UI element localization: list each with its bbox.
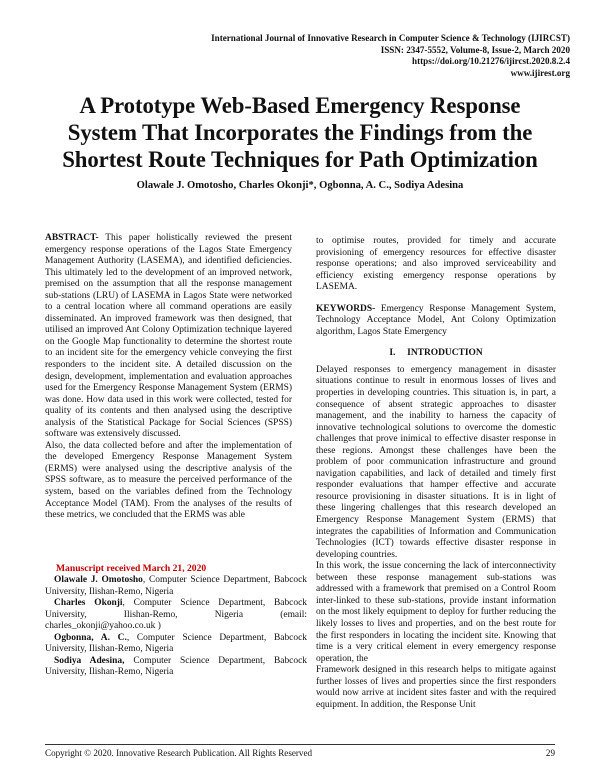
intro-paragraph: Framework designed in this research helps to mitigate against further losses of lives and properties since the first responders would now arrive at incident sites faster and with the required equipment. In addition, the Response Unit (316, 665, 556, 710)
keywords (316, 304, 556, 339)
affiliation-item: Sodiya Adesina, Computer Science Department, Babcock University, Ilishan-Remo, Nigeria (45, 655, 307, 677)
page-footer (45, 748, 555, 758)
doi-link[interactable]: https://doi.org/10.21276/ijircst.2020.8.2.4 (412, 56, 570, 67)
title-line: A Prototype Web-Based Emergency Response (79, 93, 521, 118)
paper-title (40, 92, 560, 173)
affiliation-item: Olawale J. Omotosho, Computer Science Department, Babcock University, Ilishan-Remo, Nigeria (45, 575, 308, 597)
affiliation-item: Ogbonna, A. C., Computer Science Department, Babcock University, Ilishan-Remo, Nigeria (45, 632, 307, 654)
abstract-conclusion: to optimise routes, provided for timely and accurate provisioning of emergency resources for effective disaster response operations; and also improved serviceability and efficiency existing emergency response operations by LASEMA. (316, 236, 556, 293)
right-column (316, 236, 556, 711)
abstract-label: ABSTRACT- (45, 233, 99, 243)
footer-divider (45, 744, 555, 745)
website-link[interactable]: www.ijirest.org (510, 68, 570, 79)
journal-name: International Journal of Innovative Research in Computer Science & Technology (IJIRCST) (211, 33, 570, 43)
title-line: System That Incorporates the Findings from the (67, 120, 533, 145)
abstract-text: This paper holistically reviewed the present emergency response operations of the Lagos State Emergency Management Authority (LASEMA), and identified deficiencies. This ultimately led to the development of an improved network, premised on the assumption that all the response management sub-stations (LRU) of LASEMA in Lagos State were networked to a central location where all command operations are easily disseminated. An improved framework was then designed, that utilised an improved Ant Colony Optimization technique layered on the Google Map functionality to determine the shortest route to an incident site for the emergency vehicle conveying the first responders to the incident site. A detailed discussion on the design, development, implementation and evaluation approaches used for the Emergency Response Management System (ERMS) was done. How data used in this work were collected, tested for quality of its contents and then analysed using the descriptive analysis of the Statistical Package for Social Sciences (SPSS) software was extensively discussed. (45, 233, 292, 440)
author-list: Olawale J. Omotosho, Charles Okonji*, Ogbonna, A. C., Sodiya Adesina (136, 180, 464, 191)
title-line: Shortest Route Techniques for Path Optimization (62, 147, 538, 172)
section-heading-introduction: I. INTRODUCTION (389, 348, 483, 359)
copyright-text: Copyright © 2020. Innovative Research Publication. All Rights Reserved (45, 748, 313, 758)
journal-header (211, 33, 570, 80)
keywords-text: Emergency Response Management System, Technology Acceptance Model, Ant Colony Optimization algorithm, Lagos State Emergency (316, 303, 556, 337)
manuscript-received: Manuscript received March 21, 2020 (56, 563, 207, 574)
affiliation-item: Charles Okonji, Computer Science Department, Babcock University, Ilishan-Remo, Nigeria (email: charles_okonji@yahoo.co.uk ) (45, 598, 307, 631)
affiliations (45, 575, 307, 679)
intro-paragraph: In this work, the issue concerning the lack of interconnectivity between these response management sub-stations was addressed with a framework that premised on a Control Room inter-linked to these sub-stations, provide instant information on the most likely equipment to deploy for further reducing the likely losses to lives and properties, and on the best route for the first responders in locating the incident site. Knowing that time is a very critical element in every emergency response operation, the (316, 561, 556, 664)
keywords-label: KEYWORDS- (316, 303, 376, 314)
abstract-text-continued: Also, the data collected before and after the implementation of the developed Emergency Response Management System (ERMS) were analysed using the descriptive analysis of the SPSS software, as to measure the perceived performance of the system, based on the variables defined from the Technology Acceptance Model (TAM). From the analyses of the results of these metrics, we concluded that the ERMS was able (45, 440, 292, 521)
issn-line: ISSN: 2347-5552, Volume-8, Issue-2, March 2020 (380, 44, 570, 55)
page-number: 29 (545, 748, 555, 758)
abstract-block (45, 233, 292, 522)
intro-paragraph: Delayed responses to emergency management in disaster situations continue to result in enormous losses of lives and properties in developing countries. This situation is, in part, a consequence of absent strategic approaches to disaster management, and the inability to harness the capacity of innovative technological solutions to overcome the domestic challenges that prove inimical to effective disaster response in these regions. Amongst these challenges have been the problem of poor communication infrastructure and ground navigation capabilities, and lack of detailed and timely first responder evaluations that hamper effective and accurate resource provisioning in disaster situations. It is in light of these lingering challenges that this research developed an Emergency Response Management System (ERMS) that integrates the capabilities of Information and Communication Technologies (ICT) towards effective disaster response in developing countries. (316, 364, 556, 560)
